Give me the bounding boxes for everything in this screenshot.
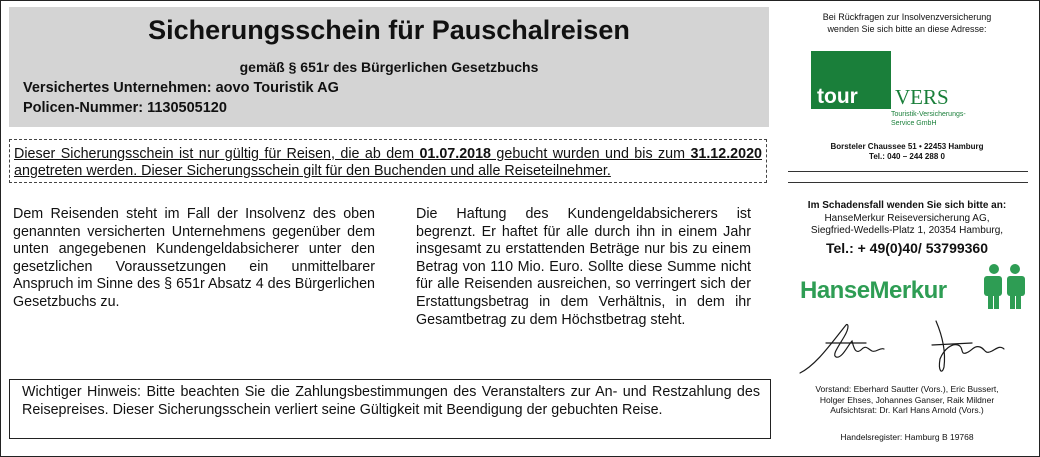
divider [788, 171, 1028, 172]
validity-text-2: gebucht wurden und bis zum [491, 146, 691, 162]
damage-address: Siegfried-Wedells-Platz 1, 20354 Hamburg, [810, 225, 1004, 236]
tourvers-address: Borsteler Chaussee 51 • 22453 Hamburg [830, 142, 984, 151]
contact-info [776, 11, 1038, 35]
damage-contact [776, 200, 1038, 238]
board-line-2: Holger Ehses, Johannes Ganser, Raik Mildner [819, 394, 995, 405]
hansemerkur-figures-icon [982, 263, 1028, 311]
damage-phone: Tel.: + 49(0)40/ 53799360 [825, 240, 989, 256]
tourvers-phone: Tel.: 040 – 244 288 0 [869, 152, 945, 161]
tourvers-logo-subtitle [891, 110, 966, 128]
validity-end-date: 31.12.2020 [690, 146, 762, 162]
contact-line-2: wenden Sie sich bitte an diese Adresse: [827, 24, 987, 34]
insurer-sidebar [776, 1, 1038, 456]
important-notice-box [9, 379, 771, 439]
tourvers-logo-vers: VERS [895, 85, 949, 109]
certificate-title: Sicherungsschein für Pauschalreisen [148, 15, 630, 45]
tourvers-logo [811, 51, 976, 133]
claim-paragraph: Dem Reisenden steht im Fall der Insolvenz des oben genannten versicherten Unternehmens gegenüber dem unten angegebenen Kundengeldabsicherer unter den gesetzlichen Voraussetzungen ein unmittelbarer Anspruch im Sinne des § 651r Absatz 4 des Bürgerlichen Gesetzbuchs zu. [13, 206, 375, 310]
tourvers-logo-sub-2: Service GmbH [891, 120, 937, 127]
hansemerkur-logo-text: HanseMerkur [800, 277, 947, 304]
signatures [796, 315, 1026, 379]
board-info [776, 384, 1038, 416]
important-notice: Wichtiger Hinweis: Bitte beachten Sie die Zahlungsbestimmungen des Veranstalters zur An- und Restzahlung des Reisepreises. Dieser Sicherungsschein verliert seine Gültigkeit mit Beendigung der gebuchten Reise. [22, 384, 760, 418]
validity-text [14, 146, 762, 180]
validity-box [9, 139, 767, 183]
damage-heading: Im Schadensfall wenden Sie sich bitte an: [807, 200, 1007, 211]
liability-paragraph: Die Haftung des Kundengeldabsicherers ist begrenzt. Er haftet für alle durch ihn in einem Jahr insgesamt zu erstattenden Beträge nur bis zu einem Betrag von 110 Mio. Euro. Sollte diese Summe nicht für alle Reisenden ausreichen, so verringert sich der Erstattungsbetrag in dem Verhältnis, in dem ihr Gesamtbetrag zu dem Höchstbetrag steht. [416, 206, 751, 328]
contact-line-1: Bei Rückfragen zur Insolvenzversicherung [822, 12, 992, 22]
commercial-register: Handelsregister: Hamburg B 19768 [840, 432, 974, 442]
hansemerkur-logo [800, 263, 1028, 311]
validity-start-date: 01.07.2018 [419, 146, 492, 162]
board-line-1: Vorstand: Eberhard Sautter (Vors.), Eric Bussert, [815, 384, 999, 394]
policy-number: Policen-Nummer: 1130505120 [23, 100, 227, 116]
certificate-subtitle: gemäß § 651r des Bürgerlichen Gesetzbuchs [239, 59, 539, 75]
validity-text-1: Dieser Sicherungsschein ist nur gültig für Reisen, die ab dem [14, 146, 420, 162]
board-line-3: Aufsichtsrat: Dr. Karl Hans Arnold (Vors.) [830, 405, 984, 415]
tourvers-logo-mark [811, 51, 891, 109]
damage-insurer: HanseMerkur Reiseversicherung AG, [824, 212, 990, 224]
insured-company: Versichertes Unternehmen: aovo Touristik AG [23, 80, 339, 96]
certificate-header [9, 7, 769, 127]
tourvers-address-block [776, 142, 1038, 162]
validity-text-3: angetreten werden. Dieser Sicherungsschein gilt für den Buchenden und alle Reiseteilnehmer. [14, 163, 611, 179]
tourvers-logo-tour: tour [817, 85, 858, 108]
divider [788, 182, 1028, 183]
tourvers-logo-sub-1: Touristik-Versicherungs- [891, 111, 966, 118]
